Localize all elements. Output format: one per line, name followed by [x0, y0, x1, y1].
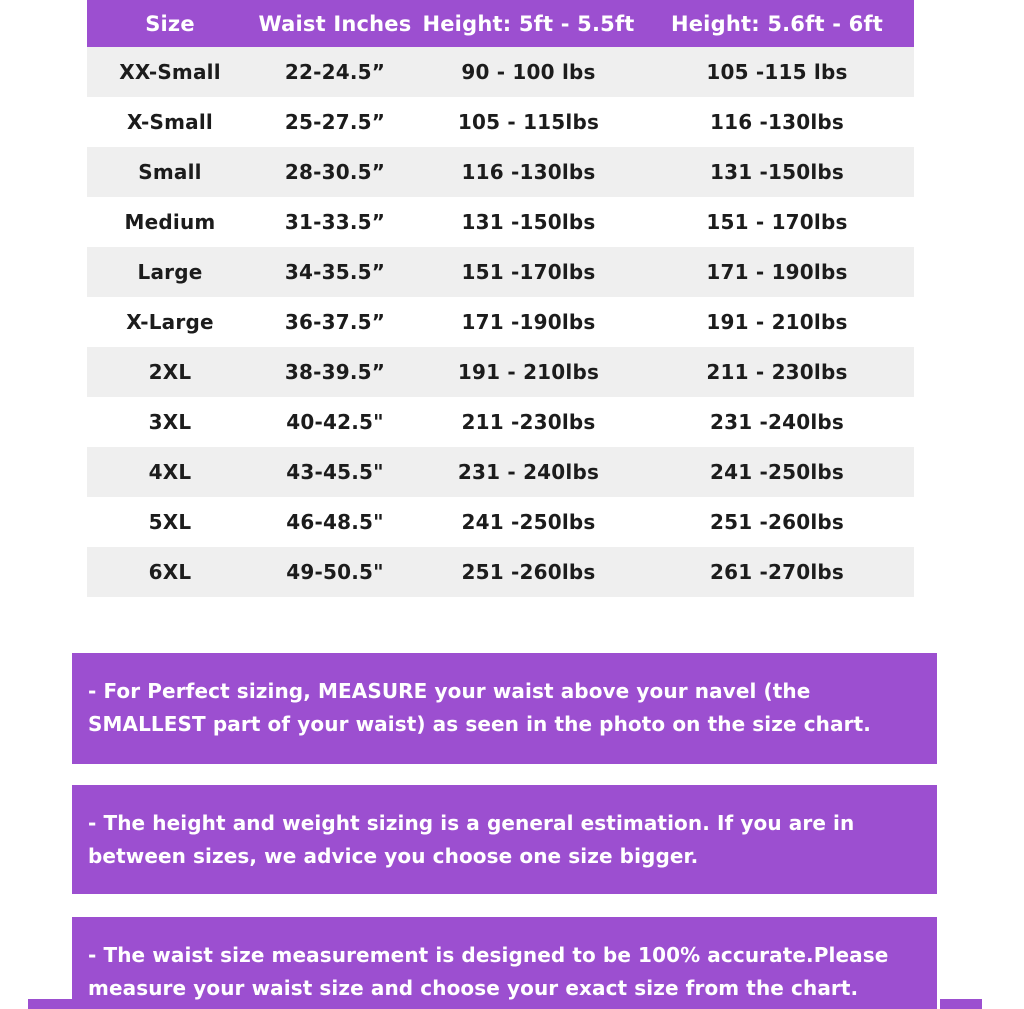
- weight-tall-cell: 211 - 230lbs: [706, 360, 848, 384]
- table-row: [87, 47, 914, 97]
- waist-cell: 22-24.5”: [284, 60, 386, 84]
- decorative-band-right: [940, 999, 982, 1009]
- weight-tall-cell: 251 -260lbs: [709, 510, 845, 534]
- weight-short-cell: 151 -170lbs: [461, 260, 596, 284]
- header-height-5-6ft-6ft: Height: 5.6ft - 6ft: [670, 11, 884, 36]
- weight-tall-cell: 231 -240lbs: [709, 410, 845, 434]
- waist-cell: 40-42.5": [286, 410, 384, 434]
- weight-short-cell: 191 - 210lbs: [457, 360, 600, 384]
- waist-cell: 25-27.5”: [284, 110, 386, 134]
- note-text: - The height and weight sizing is a general estimation. If you are in between sizes, we advice you choose one size bigger.: [88, 811, 855, 868]
- waist-cell: 31-33.5”: [284, 210, 386, 234]
- table-row: [87, 497, 914, 547]
- table-header-row: [87, 0, 914, 47]
- table-row: [87, 197, 914, 247]
- size-cell: 5XL: [148, 510, 192, 534]
- weight-tall-cell: 151 - 170lbs: [706, 210, 848, 234]
- weight-tall-cell: 105 -115 lbs: [706, 60, 848, 84]
- weight-short-cell: 90 - 100 lbs: [461, 60, 596, 84]
- table-row: [87, 247, 914, 297]
- weight-short-cell: 241 -250lbs: [461, 510, 596, 534]
- waist-cell: 49-50.5": [286, 560, 384, 584]
- decorative-band-left: [28, 999, 72, 1009]
- note-size-estimation: [72, 785, 937, 894]
- weight-tall-cell: 191 - 210lbs: [706, 310, 848, 334]
- table-row: [87, 147, 914, 197]
- weight-tall-cell: 171 - 190lbs: [706, 260, 848, 284]
- size-cell: X-Large: [126, 310, 214, 334]
- header-size: Size: [145, 11, 195, 36]
- weight-short-cell: 211 -230lbs: [461, 410, 596, 434]
- waist-cell: 46-48.5": [286, 510, 384, 534]
- weight-short-cell: 251 -260lbs: [461, 560, 596, 584]
- note-text: - The waist size measurement is designed to be 100% accurate.Please measure your waist size and choose your exact size from the chart.: [88, 943, 889, 1000]
- size-cell: Medium: [124, 210, 216, 234]
- waist-cell: 43-45.5": [286, 460, 384, 484]
- weight-tall-cell: 131 -150lbs: [709, 160, 845, 184]
- table-row: [87, 397, 914, 447]
- size-cell: XX-Small: [119, 60, 221, 84]
- size-cell: X-Small: [127, 110, 213, 134]
- header-height-5ft-5-5ft: Height: 5ft - 5.5ft: [422, 11, 635, 36]
- size-cell: Large: [137, 260, 203, 284]
- table-row: [87, 97, 914, 147]
- weight-tall-cell: 116 -130lbs: [709, 110, 845, 134]
- note-text: - For Perfect sizing, MEASURE your waist above your navel (the SMALLEST part of your waist) as seen in the photo on the size chart.: [88, 679, 871, 736]
- weight-short-cell: 231 - 240lbs: [457, 460, 600, 484]
- table-row: [87, 297, 914, 347]
- weight-short-cell: 105 - 115lbs: [457, 110, 600, 134]
- weight-short-cell: 116 -130lbs: [461, 160, 596, 184]
- size-chart-table: [87, 0, 914, 597]
- weight-short-cell: 131 -150lbs: [461, 210, 596, 234]
- note-waist-accuracy: [72, 917, 937, 1009]
- size-cell: 3XL: [148, 410, 192, 434]
- waist-cell: 38-39.5”: [284, 360, 386, 384]
- size-cell: 6XL: [148, 560, 192, 584]
- weight-short-cell: 171 -190lbs: [461, 310, 596, 334]
- note-measure-waist: [72, 653, 937, 764]
- waist-cell: 28-30.5”: [284, 160, 386, 184]
- waist-cell: 36-37.5”: [284, 310, 386, 334]
- table-row: [87, 447, 914, 497]
- table-row: [87, 547, 914, 597]
- table-row: [87, 347, 914, 397]
- size-cell: Small: [138, 160, 202, 184]
- header-waist-inches: Waist Inches: [258, 11, 412, 36]
- size-cell: 4XL: [148, 460, 192, 484]
- weight-tall-cell: 261 -270lbs: [709, 560, 845, 584]
- weight-tall-cell: 241 -250lbs: [709, 460, 845, 484]
- waist-cell: 34-35.5”: [284, 260, 386, 284]
- size-cell: 2XL: [148, 360, 192, 384]
